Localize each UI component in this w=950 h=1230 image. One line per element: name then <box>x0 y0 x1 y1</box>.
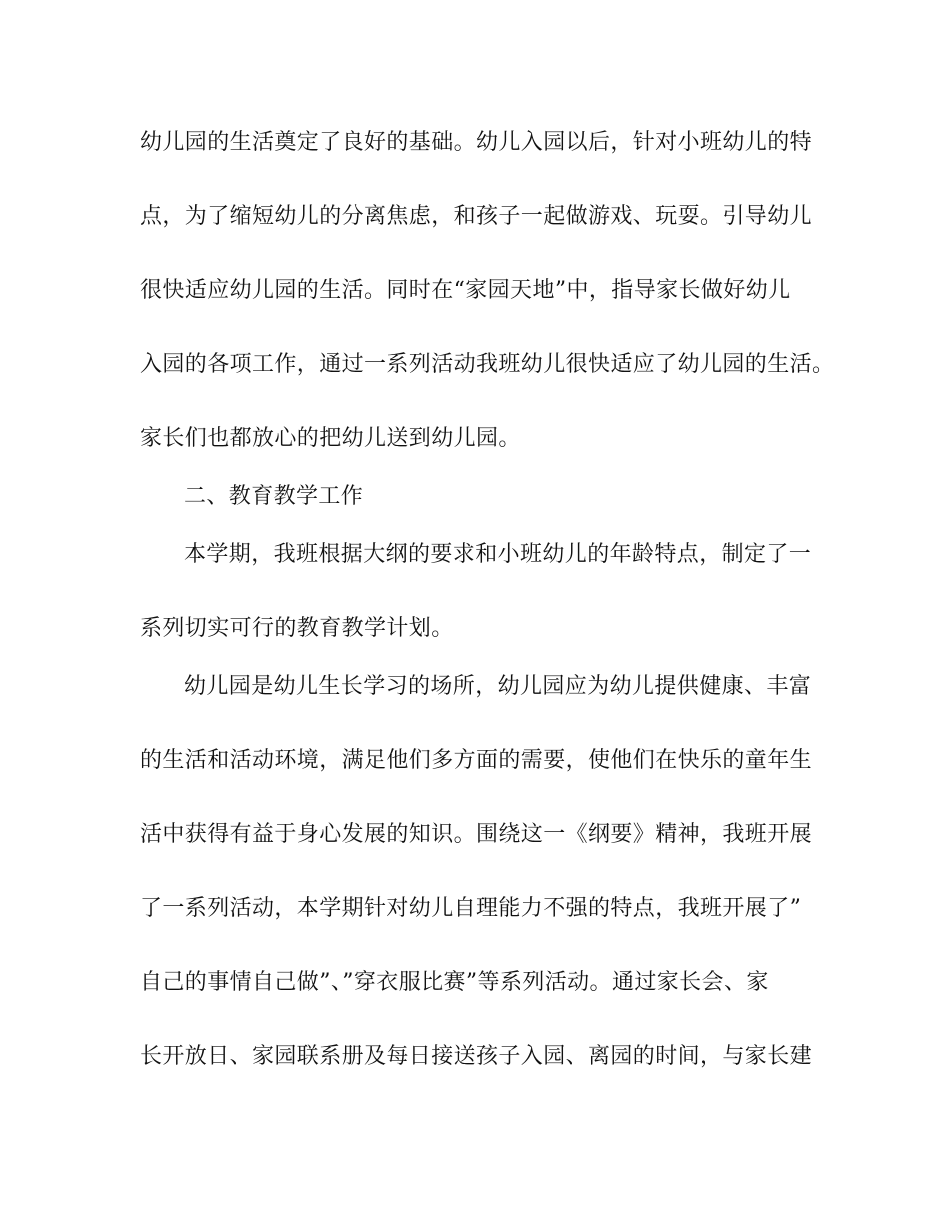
text-line: 家长们也都放心的把幼儿送到幼儿园。 <box>140 426 521 451</box>
text-line: 很快适应幼儿园的生活。同时在“家园天地”中，指导家长做好幼儿 <box>140 278 791 303</box>
text-line: 活中获得有益于身心发展的知识。围绕这一《纲要》精神，我班开展 <box>140 822 813 847</box>
text-line: 长开放日、家园联系册及每日接送孩子入园、离园的时间，与家长建 <box>140 1044 813 1069</box>
section-heading: 二、教育教学工作 <box>184 484 364 509</box>
text-line: 幼儿园的生活奠定了良好的基础。幼儿入园以后，针对小班幼儿的特 <box>140 130 813 155</box>
paragraph-start-line: 本学期，我班根据大纲的要求和小班幼儿的年龄特点，制定了一 <box>184 542 812 567</box>
text-line: 点，为了缩短幼儿的分离焦虑，和孩子一起做游戏、玩耍。引导幼儿 <box>140 204 813 229</box>
text-line: 入园的各项工作，通过一系列活动我班幼儿很快适应了幼儿园的生活。 <box>140 352 835 377</box>
text-line: 了一系列活动，本学期针对幼儿自理能力不强的特点，我班开展了” <box>140 896 802 921</box>
text-line: 自己的事情自己做”、”穿衣服比赛”等系列活动。通过家长会、家 <box>140 970 769 995</box>
text-line: 系列切实可行的教育教学计划。 <box>140 616 454 641</box>
paragraph-start-line: 幼儿园是幼儿生长学习的场所，幼儿园应为幼儿提供健康、丰富 <box>184 674 812 699</box>
text-line: 的生活和活动环境，满足他们多方面的需要，使他们在快乐的童年生 <box>140 748 813 773</box>
